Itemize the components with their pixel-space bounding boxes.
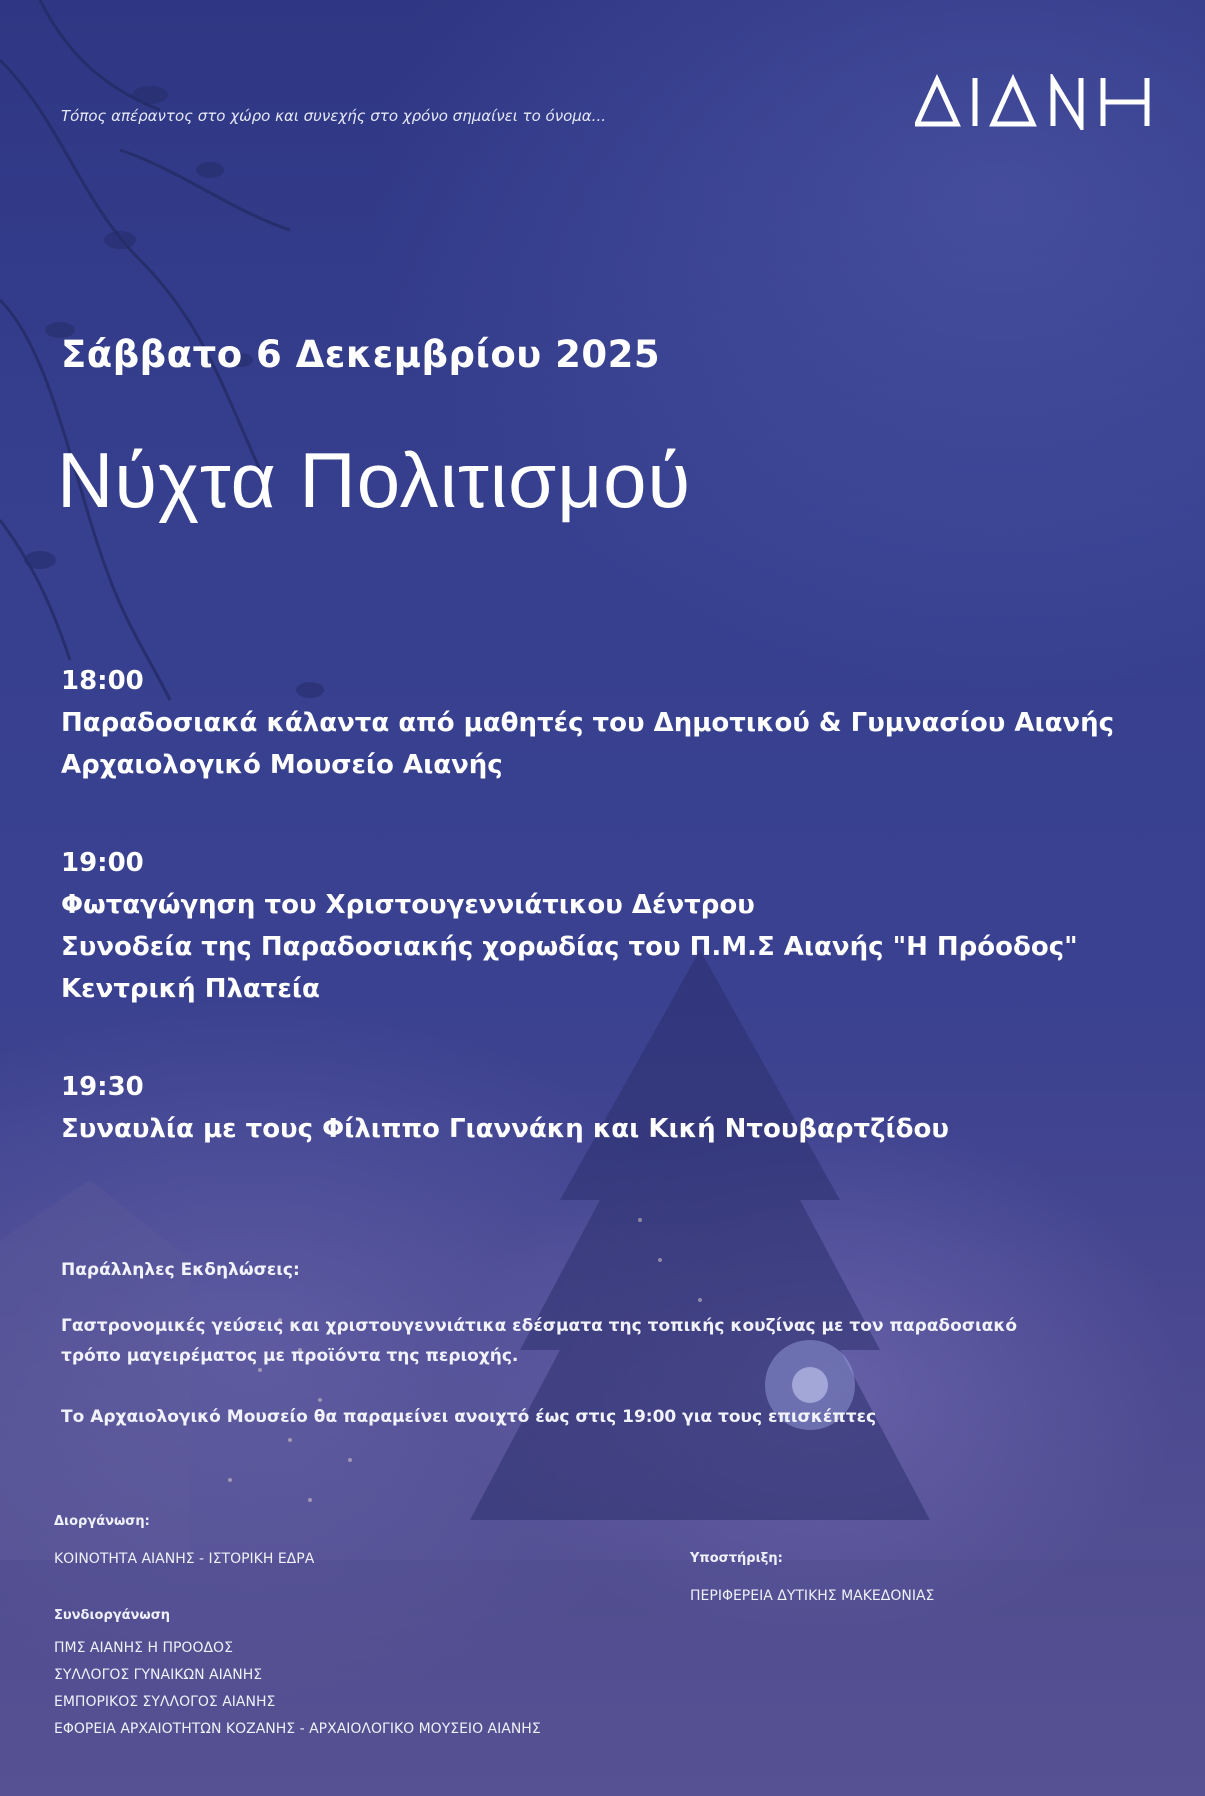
co-organizer-item: ΣΥΛΛΟΓΟΣ ΓΥΝΑΙΚΩΝ ΑΙΑΝΗΣ [54,1667,263,1683]
co-organizer-item: ΕΜΠΟΡΙΚΟΣ ΣΥΛΛΟΓΟΣ ΑΙΑΝΗΣ [54,1694,276,1710]
organizer-label: Διοργάνωση: [54,1514,150,1529]
event-time: 19:00 [61,848,144,878]
co-organizer-item: ΕΦΟΡΕΙΑ ΑΡΧΑΙΟΤΗΤΩΝ ΚΟΖΑΝΗΣ - ΑΡΧΑΙΟΛΟΓΙΚΟ ΜΟΥΣΕΙΟ ΑΙΑΝΗΣ [54,1721,541,1737]
event-location: Αρχαιολογικό Μουσείο Αιανής [61,750,503,780]
aiani-logo [915,74,1155,130]
parallel-events-heading: Παράλληλες Εκδηλώσεις: [61,1260,300,1280]
event-time: 19:30 [61,1072,144,1102]
event-description: Συνοδεία της Παραδοσιακής χορωδίας του Π.Μ.Σ Αιανής "Η Πρόοδος" [61,932,1078,962]
event-time: 18:00 [61,666,144,696]
parallel-events-line: τρόπο μαγειρέματος με προϊόντα της περιοχής. [61,1346,519,1366]
parallel-events-text [61,1311,1017,1371]
page-title: Νύχτα Πολιτισμού [57,436,692,524]
event-description: Παραδοσιακά κάλαντα από μαθητές του Δημοτικού & Γυμνασίου Αιανής [61,708,1115,738]
event-location: Κεντρική Πλατεία [61,974,320,1004]
support-label: Υποστήριξη: [690,1551,783,1566]
tagline: Τόπος απέραντος στο χώρο και συνεχής στο χρόνο σημαίνει το όνομα... [61,107,606,125]
event-block [61,842,1078,1010]
event-description: Φωταγώγηση του Χριστουγεννιάτικου Δέντρου [61,890,755,920]
event-date: Σάββατο 6 Δεκεμβρίου 2025 [61,333,661,376]
event-block [61,1066,949,1150]
co-organizer-item: ΠΜΣ ΑΙΑΝΗΣ Η ΠΡΟΟΔΟΣ [54,1640,233,1656]
parallel-events-line: Γαστρονομικές γεύσεις και χριστουγεννιάτικα εδέσματα της τοπικής κουζίνας με τον παραδοσιακό [61,1316,1018,1336]
museum-note: Το Αρχαιολογικό Μουσείο θα παραμείνει ανοιχτό έως στις 19:00 για τους επισκέπτες [61,1407,877,1427]
support-name: ΠΕΡΙΦΕΡΕΙΑ ΔΥΤΙΚΗΣ ΜΑΚΕΔΟΝΙΑΣ [690,1588,935,1604]
event-block [61,660,1114,786]
co-organizer-label: Συνδιοργάνωση [54,1608,171,1623]
co-organizer-list [54,1635,541,1743]
event-description: Συναυλία με τους Φίλιππο Γιαννάκη και Κική Ντουβαρτζίδου [61,1114,949,1144]
organizer-name: ΚΟΙΝΟΤΗΤΑ ΑΙΑΝΗΣ - ΙΣΤΟΡΙΚΗ ΕΔΡΑ [54,1551,315,1567]
tree-silhouette [470,950,930,1520]
